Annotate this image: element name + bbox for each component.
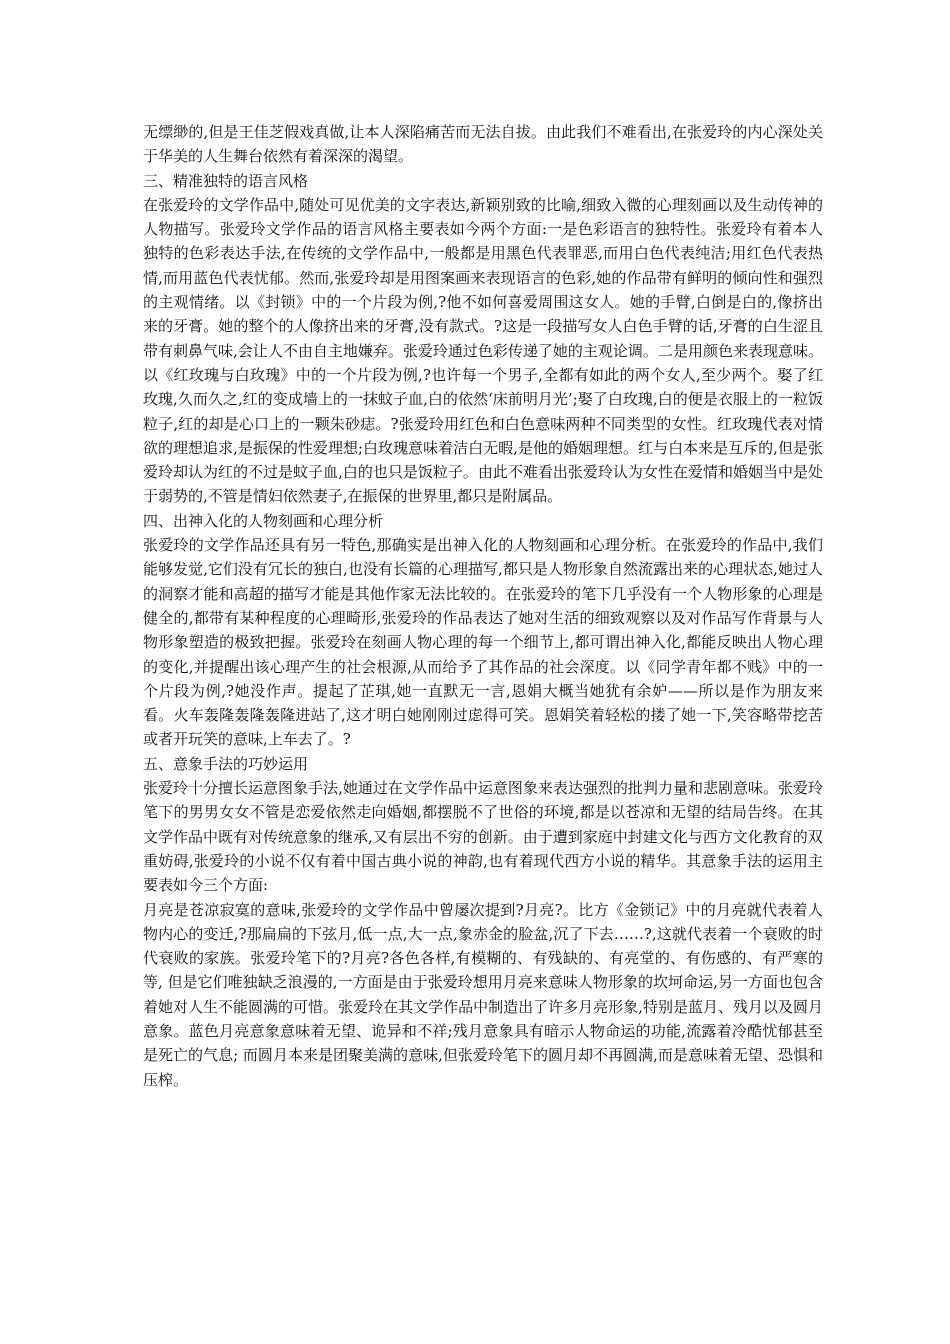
section-heading-3: 三、精准独特的语言风格 (143, 171, 309, 190)
section-heading-5: 五、意象手法的巧妙运用 (143, 754, 309, 773)
paragraph-language-style: 在张爱玲的文学作品中,随处可见优美的文字表达,新颖别致的比喻,细致入微的心理刻画以及生动传神的人物描写。张爱玲文学作品的语言风格主要表如今两个方面:一是色彩语言的独特性。张爱玲有着本人独特的色彩表达手法,在传统的文学作品中,一般都是用黑色代表罪恶,而用白色代表纯洁;用红色代表热情,而用蓝色代表忧郁。然而,张爱玲却是用图案画来表现语言的色彩,她的作品带有鲜明的倾向性和强烈的主观情绪。以《封锁》中的一个片段为例,?他不如何喜爱周围这女人。她的手臂,白倒是白的,像挤出来的牙膏。她的整个的人像挤出来的牙膏,没有款式。?这是一段描写女人白色手臂的话,牙膏的白生涩且带有刺鼻气味,会让人不由自主地嫌弃。张爱玲通过色彩传递了她的主观论调。二是用颜色来表现意味。以《红玫瑰与白玫瑰》中的一个片段为例,?也许每一个男子,全都有如此的两个女人,至少两个。娶了红玫瑰,久而久之,红的变成墙上的一抹蚊子血,白的依然‘床前明月光’;娶了白玫瑰,白的便是衣服上的一粒饭粒子,红的却是心口上的一颗朱砂痣。?张爱玲用红色和白色意味两种不同类型的女性。红玫瑰代表对情欲的理想追求,是振保的性爱理想;白玫瑰意味着洁白无暇,是他的婚姻理想。红与白本来是互斥的,但是张爱玲却认为红的不过是蚊子血,白的也只是饭粒子。由此不难看出张爱玲认为女性在爱情和婚姻当中是处于弱势的,不管是情妇依然妻子,在振保的世界里,都只是附属品。 (143, 195, 823, 506)
paragraph-intro: 无缥缈的,但是王佳芝假戏真做,让本人深陷痛苦而无法自拔。由此我们不难看出,在张爱玲的内心深处关于华美的人生舞台依然有着深深的渴望。 (143, 123, 823, 166)
paragraph-imagery: 张爱玲十分擅长运意图象手法,她通过在文学作品中运意图象来表达强烈的批判力量和悲剧意味。张爱玲笔下的男男女女不管是恋爱依然走向婚姻,都摆脱不了世俗的环境,都是以苍凉和无望的结局告终。在其文学作品中既有对传统意象的继承,又有层出不穷的创新。由于遭到家庭中封建文化与西方文化教育的双 (143, 779, 823, 846)
paragraph-imagery-continued: 重妨碍,张爱玲的小说不仅有着中国古典小说的神韵,也有着现代西方小说的精华。其意象手法的运用主要表如今三个方面: (143, 851, 823, 895)
paragraph-character-portrayal: 张爱玲的文学作品还具有另一特色,那确实是出神入化的人物刻画和心理分析。在张爱玲的作品中,我们能够发觉,它们没有冗长的独白,也没有长篇的心理描写,都只是人物形象自然流露出来的心理状态,她过人的洞察才能和高超的描写才能是其他作家无法比较的。在张爱玲的笔下几乎没有一个人物形象的心理是健全的,都带有某种程度的心理畸形,张爱玲的作品表达了她对生活的细致观察以及对作品写作背景与人物形象塑造的极致把握。张爱玲在刻画人物心理的每一个细节上,都可谓出神入化,都能反映出人物心理的变化,并提醒出该心理产生的社会根源,从而给予了其作品的社会深度。以《同学青年都不贱》中的一个片段为例,?她没作声。提起了芷琪,她一直默无一言,恩娟大概当她犹有余妒——所以是作为朋友来看。火车轰隆轰隆轰隆进站了,这才明白她刚刚过虑得可笑。恩娟笑着轻松的搂了她一下,笑容略带挖苦或者开玩笑的意味,上车去了。? (143, 536, 823, 749)
document-body (143, 120, 823, 1092)
section-heading-4: 四、出神入化的人物刻画和心理分析 (143, 511, 384, 530)
paragraph-moon-imagery: 月亮是苍凉寂寞的意味,张爱玲的文学作品中曾屡次提到?月亮?。比方《金锁记》中的月亮就代表着人物内心的变迁,?那扁扁的下弦月,低一点,大一点,象赤金的脸盆,沉了下去……?,这就代表着一个衰败的时代衰败的家族。张爱玲笔下的?月亮?各色各样,有模糊的、有残缺的、有亮堂的、有伤感的、有严寒的等, 但是它们唯独缺乏浪漫的,一方面是由于张爱玲想用月亮来意味人物形象的坎坷命运,另一方面也包含着她对人生不能圆满的可惜。张爱玲在其文学作品中制造出了许多月亮形象,特别是蓝月、残月以及圆月意象。蓝色月亮意象意味着无望、诡异和不祥;残月意象具有暗示人物命运的功能,流露着冷酷忧郁甚至是死亡的气息; 而圆月本来是团聚美满的意味,但张爱玲笔下的圆月却不再圆满,而是意味着无望、恐惧和压榨。 (143, 900, 823, 1089)
